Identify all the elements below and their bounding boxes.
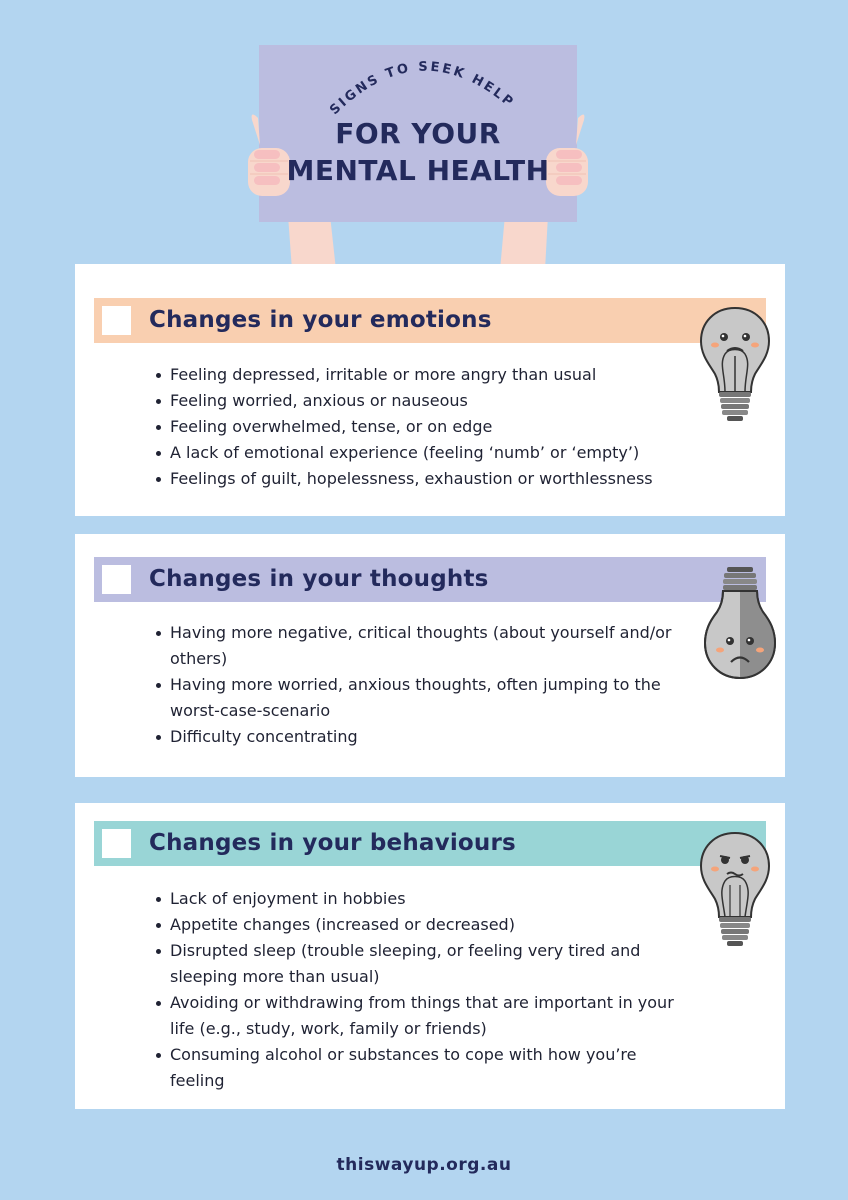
thoughts-list: [151, 620, 700, 750]
left-arm: [288, 215, 336, 270]
sign-title-line2: MENTAL HEALTH: [286, 154, 550, 187]
list-item: Lack of enjoyment in hobbies: [170, 886, 680, 912]
thoughts-checkbox[interactable]: [102, 565, 131, 594]
tired-lightbulb-icon: [697, 829, 773, 949]
right-arm: [500, 215, 548, 270]
behaviours-list: [151, 886, 680, 1094]
behaviours-header-band: [94, 821, 766, 866]
anxious-lightbulb-icon: [697, 304, 773, 424]
footer-website-link[interactable]: thiswayup.org.au: [336, 1155, 512, 1175]
list-item: Having more worried, anxious thoughts, often jumping to the worst-case-scenario: [170, 672, 700, 724]
sad-lightbulb-icon: [703, 564, 777, 686]
thoughts-heading: Changes in your thoughts: [149, 566, 489, 592]
behaviours-heading: Changes in your behaviours: [149, 830, 516, 856]
emotions-checkbox[interactable]: [102, 306, 131, 335]
emotions-heading: Changes in your emotions: [149, 307, 492, 333]
list-item: Avoiding or withdrawing from things that are important in your life (e.g., study, work, family or friends): [170, 990, 680, 1042]
list-item: Feeling depressed, irritable or more angry than usual: [170, 362, 730, 388]
list-item: Difficulty concentrating: [170, 724, 700, 750]
emotions-list: [151, 362, 730, 492]
thoughts-header-band: [94, 557, 766, 602]
list-item: Disrupted sleep (trouble sleeping, or feeling very tired and sleeping more than usual): [170, 938, 680, 990]
list-item: Feelings of guilt, hopelessness, exhaustion or worthlessness: [170, 466, 730, 492]
list-item: Appetite changes (increased or decreased): [170, 912, 680, 938]
list-item: Feeling overwhelmed, tense, or on edge: [170, 414, 730, 440]
list-item: Feeling worried, anxious or nauseous: [170, 388, 730, 414]
sign-title: [259, 115, 577, 189]
list-item: Having more negative, critical thoughts (about yourself and/or others): [170, 620, 700, 672]
behaviours-checkbox[interactable]: [102, 829, 131, 858]
behaviours-card: [75, 803, 785, 1109]
emotions-card: [75, 264, 785, 516]
thoughts-card: [75, 534, 785, 777]
sign-arc-textpath: SIGNS TO SEEK HELP: [327, 59, 518, 119]
list-item: A lack of emotional experience (feeling ‘numb’ or ‘empty’): [170, 440, 730, 466]
list-item: Consuming alcohol or substances to cope with how you’re feeling: [170, 1042, 680, 1094]
emotions-header-band: [94, 298, 766, 343]
sign-title-line1: FOR YOUR: [335, 117, 501, 150]
